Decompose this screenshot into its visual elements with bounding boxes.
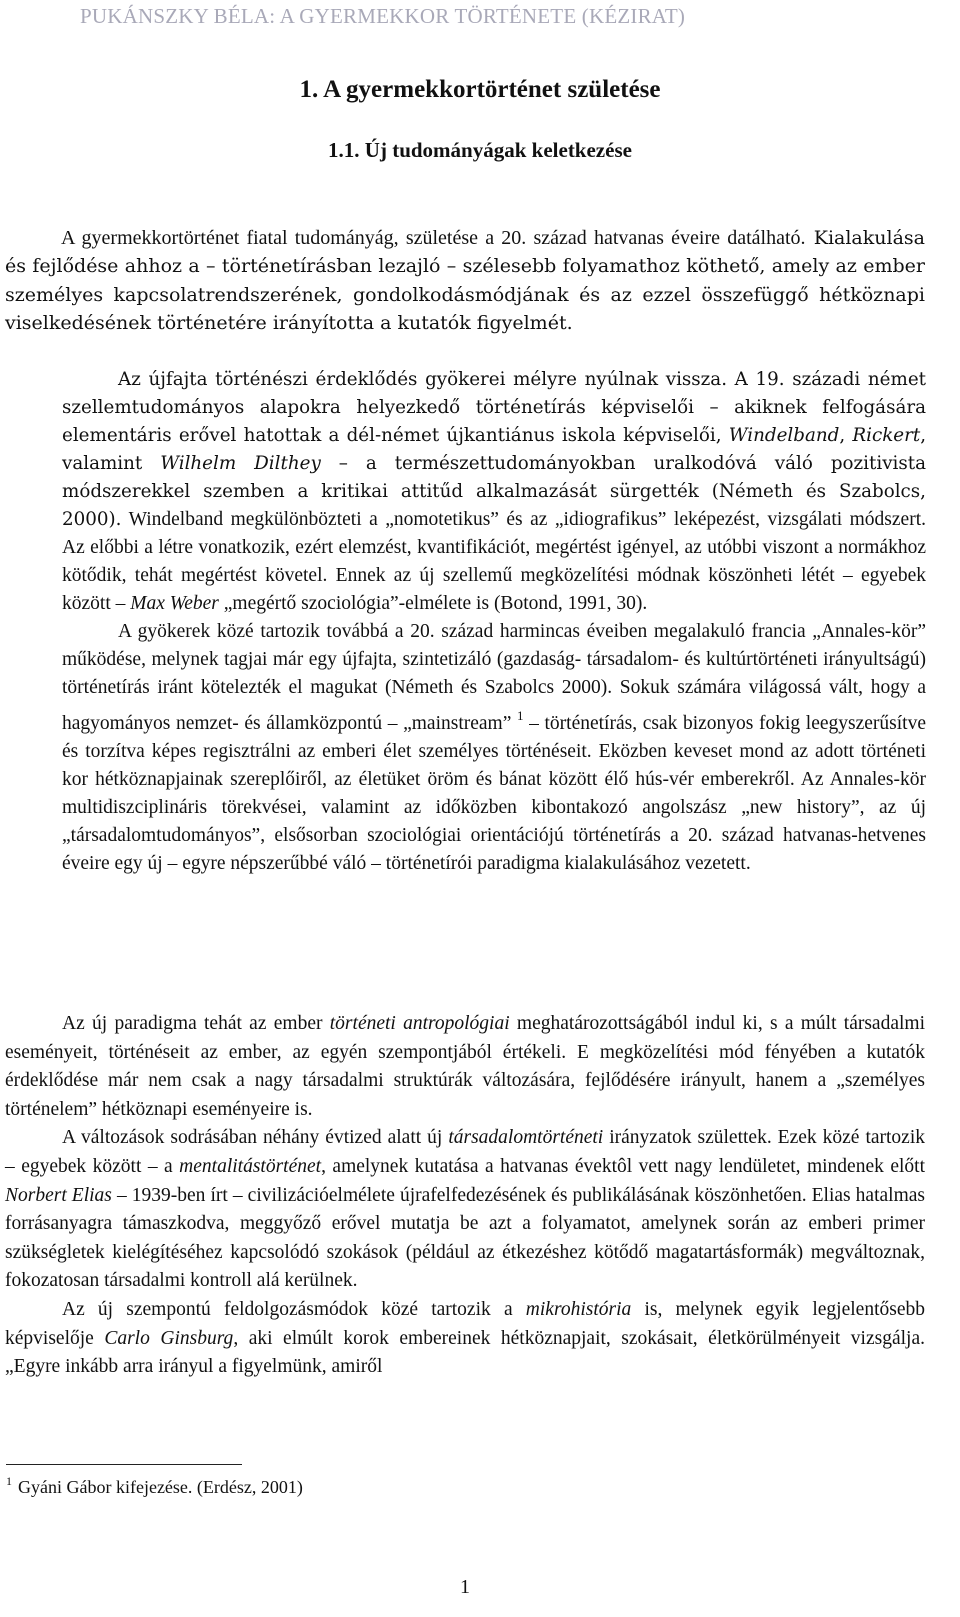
name-rickert: Rickert (852, 425, 921, 446)
paragraph-6-text-a: Az új szempontú feldolgozásmódok közé tartozik a (62, 1298, 526, 1320)
paragraph-2-text-a: Az újfajta történészi érdeklődés gyökerei mélyre nyúlnak vissza. A 19. századi német szellemtudományos alapokra helyezkedő történetírás képviselői – akiknek felfogására elementáris erővel hatottak a dél-német újkantiánus iskola képviselői, (62, 369, 926, 446)
paragraph-5-text-b: irányzatok születtek. Ezek közé tartozik – egyebek között – a (5, 1127, 925, 1177)
paragraph-5-text-a: A változások sodrásában néhány évtized alatt új (62, 1127, 449, 1149)
footnote-marker: 1 (6, 1474, 12, 1488)
paragraph-group-2 (62, 366, 926, 878)
term-social-history: társadalomtörténeti (448, 1127, 604, 1149)
paragraph-6-text-b: is, melynek egyik legjelentősebb képviselője (5, 1298, 925, 1349)
paragraph-4 (5, 1010, 925, 1124)
running-header: PUKÁNSZKY BÉLA: A GYERMEKKOR TÖRTÉNETE (KÉZIRAT) (80, 4, 686, 28)
term-microhistory: mikrohistória (525, 1298, 632, 1320)
paragraph-2-text-b: – a természettudományokban uralkodóvá váló pozitivista módszerekkel szemben a kritikai attitűd alkalmazását sürgették (Németh és Szabolcs, 2000). (62, 453, 927, 530)
name-dilthey: Wilhelm Dilthey (160, 453, 321, 474)
section-heading: 1.1. Új tudományágak keletkezése (328, 138, 632, 162)
name-windelband: Windelband (728, 425, 840, 446)
name-weber: Max Weber (130, 593, 219, 614)
paragraph-2-text-c: Windelband megkülönbözteti a „nomotetikus” és az „idiografikus” leképezést, vizsgálati módszert. Az előbbi a létre vonatkozik, ezért elemzést, kvantifikációt, megértést igényel, az utóbbi viszont a normákhoz kötődik, tehát megértést követel. Ennek az új szellemű megközelítési módnak köszönheti létét – egyebek között – (62, 509, 926, 614)
paragraph-2-sep-2: , valamint (62, 425, 926, 474)
paragraph-5-text-c: , amelynek kutatása a hatvanas évektôl vett nagy lendületet, mindenek előtt (321, 1155, 925, 1177)
footnote-reference: 1 (517, 708, 524, 723)
paragraph-2-text-d: „megértő szociológia”-elmélete is (Botond, 1991, 30). (218, 593, 648, 614)
name-carlo-ginsburg: Carlo Ginsburg (104, 1327, 234, 1349)
paragraph-3-text-a: A gyökerek közé tartozik továbbá a 20. század harmincas éveiben megalakuló francia „Annales-kör” működése, melynek tagjai már egy újfajta, szintetizáló (gazdaság- társadalom- és kultúrtörténeti irányultságú) történetírás iránt kötelezték el magukat (Németh és Szabolcs 2000). Sokuk számára világossá vált, hogy a hagyományos nemzet- és államközpontú – „mainstream” (62, 621, 926, 734)
paragraph-1-text-b: Kialakulása és fejlődése ahhoz a – történetírásban lezajló – szélesebb folyamathoz köthető, amely az ember személyes kapcsolatrendszerének, gondolkodásmódjának és az ezzel összefüggő hétköznapi viselkedésének történetére irányította a kutatók figyelmét. (5, 227, 925, 335)
footnote (6, 1474, 303, 1498)
paragraph-1 (5, 224, 925, 338)
term-historical-anthropology: történeti antropológiai (329, 1013, 510, 1034)
paragraph-6 (5, 1296, 925, 1382)
paragraph-2-sep-1: , (839, 425, 853, 446)
paragraph-3 (62, 618, 926, 878)
paragraph-4-text-a: Az új paradigma tehát az ember (62, 1013, 330, 1034)
paragraph-2 (62, 366, 926, 618)
name-norbert-elias: Norbert Elias (5, 1184, 112, 1206)
page-number: 1 (460, 1576, 470, 1598)
paragraph-1-text-a: A gyermekkortörténet fiatal tudományág, születése a 20. század hatvanas éveire datálható. (61, 227, 806, 249)
paragraph-group-3 (5, 1010, 925, 1382)
paragraph-4-text-b: meghatározottságából indul ki, s a múlt társadalmi eseményeit, történéseit az ember, az egyén szempontjából értékeli. E megközelítési mód fényében a kutatók érdeklődése már nem csak a nagy társadalmi struktúrák változására, fejlődésére irányult, hanem a „személyes történelem” hétköznapi eseményeire is. (5, 1013, 925, 1120)
footnote-divider (6, 1464, 242, 1465)
paragraph-3-text-b: – történetírás, csak bizonyos fokig leegyszerűsítve és torzítva képes regisztrálni az emberi élet személyes történéseit. Eközben keveset mond az adott történeti kor hétköznapjainak szereplőiről, az életüket öröm és bánat között élő hús-vér emberekről. Az Annales-kör multidiszciplináris törekvései, valamint az időközben kibontakozó angolszász „new history”, az új „társadalomtudományos”, elsősorban szociológiai orientációjú történetírás a 20. század hatvanas-hetvenes éveire egy új – egyre népszerűbbé váló – történetírói paradigma kialakulásához vezetett. (62, 713, 926, 874)
paragraph-5 (5, 1124, 925, 1296)
footnote-text: Gyáni Gábor kifejezése. (Erdész, 2001) (18, 1477, 303, 1497)
chapter-heading: 1. A gyermekkortörténet születése (299, 76, 661, 103)
paragraph-5-text-d: – 1939-ben írt – civilizációelmélete újrafelfedezésének és publikálásának köszönhetően. Elias hatalmas forrásanyagra támaszkodva, meggyőző erővel mutatja be azt a folyamatot, amelynek során az emberi primer szükségletek kielégítéséhez kapcsolódó szokások (például az étkezéshez kötődő magatartásformák) megváltoznak, fokozatosan társadalmi kontroll alá kerülnek. (5, 1184, 925, 1292)
term-history-of-mentalities: mentalitástörténet (179, 1155, 322, 1177)
paragraph-6-text-c: , aki elmúlt korok embereinek hétköznapjait, szokásait, életkörülményeit vizsgálja. „Egyre inkább arra irányul a figyelmünk, amiről (5, 1327, 925, 1378)
